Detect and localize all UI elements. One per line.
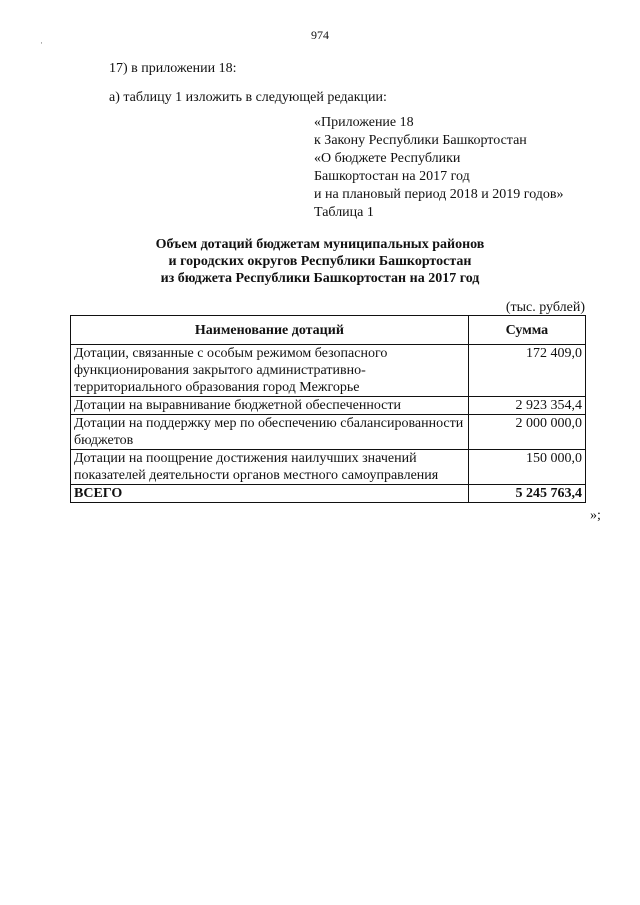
column-header-sum: Сумма — [468, 316, 585, 345]
table-title — [0, 236, 640, 287]
row-name: Дотации на поощрение достижения наилучших значений показателей деятельности органов местного самоуправления — [71, 450, 469, 485]
appendix-line: Таблица 1 — [314, 205, 374, 220]
table-title-line: и городских округов Республики Башкортостан — [168, 254, 472, 269]
table-total-row — [71, 485, 586, 503]
total-label: ВСЕГО — [71, 485, 469, 503]
column-header-name: Наименование дотаций — [71, 316, 469, 345]
row-sum: 172 409,0 — [468, 345, 585, 397]
total-sum: 5 245 763,4 — [468, 485, 585, 503]
table-row — [71, 345, 586, 397]
appendix-line: Башкортостан на 2017 год — [314, 169, 470, 184]
table-header-row — [71, 316, 586, 345]
appendix-line: «О бюджете Республики — [314, 151, 461, 166]
row-name: Дотации на выравнивание бюджетной обеспеченности — [71, 397, 469, 415]
table-row — [71, 397, 586, 415]
appendix-line: «Приложение 18 — [314, 115, 414, 130]
page-number: 974 — [311, 28, 329, 42]
table-row — [71, 415, 586, 450]
appendix-line: и на плановый период 2018 и 2019 годов» — [314, 187, 564, 202]
item-line: 17) в приложении 18: — [109, 61, 237, 76]
scan-mark: · — [40, 38, 43, 48]
table-row — [71, 450, 586, 485]
table-title-line: Объем дотаций бюджетам муниципальных районов — [155, 237, 485, 252]
appendix-line: к Закону Республики Башкортостан — [314, 133, 527, 148]
subsidies-table — [70, 315, 586, 503]
units-label: (тыс. рублей) — [505, 300, 585, 315]
row-sum: 2 923 354,4 — [468, 397, 585, 415]
closing-quote: »; — [590, 508, 601, 523]
row-sum: 150 000,0 — [468, 450, 585, 485]
row-name: Дотации, связанные с особым режимом безопасного функционирования закрытого административно-территориального образования город Межгорье — [71, 345, 469, 397]
sub-item-line: а) таблицу 1 изложить в следующей редакции: — [109, 90, 387, 105]
row-sum: 2 000 000,0 — [468, 415, 585, 450]
table-title-line: из бюджета Республики Башкортостан на 2017 год — [160, 271, 480, 286]
row-name: Дотации на поддержку мер по обеспечению сбалансированности бюджетов — [71, 415, 469, 450]
appendix-header — [314, 114, 564, 222]
